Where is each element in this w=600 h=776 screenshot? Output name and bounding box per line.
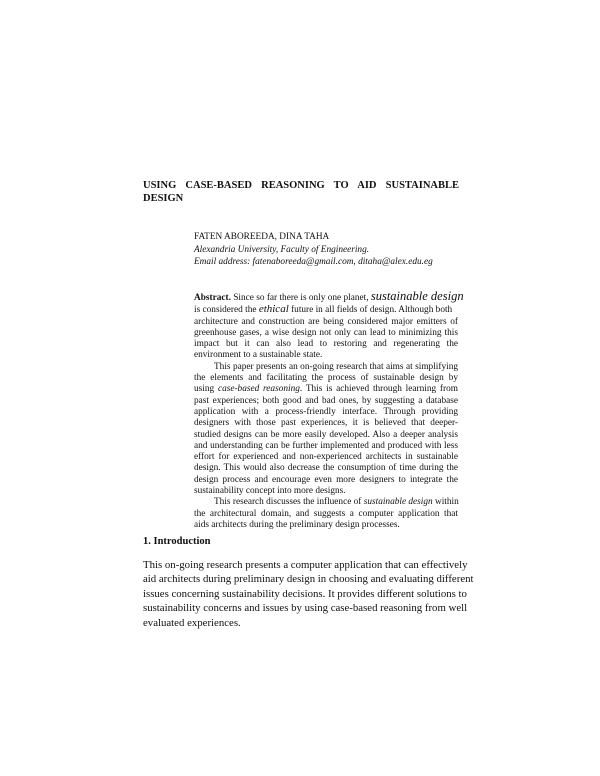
intro-line: sustainability concerns and issues by using case-based reasoning from well (143, 602, 468, 615)
introduction-text (143, 558, 474, 630)
abstract-line: This paper presents an on-going research that aims at simplifying (214, 361, 458, 372)
abstract-text: . This is achieved through learning from (299, 384, 458, 395)
abstract-line: aids architects during the preliminary design processes. (194, 519, 400, 530)
intro-line: evaluated experiences. (143, 616, 241, 629)
paper-title (143, 180, 459, 205)
abstract-line: the architectural domain, and suggests a computer application that (194, 508, 458, 519)
abstract-text: using (194, 384, 218, 395)
abstract-line: design process and encourage even more designers to integrate the (194, 474, 458, 485)
abstract-line: application with a process-friendly interface. Through providing (194, 406, 458, 417)
abstract (194, 289, 464, 531)
section-heading: 1. Introduction (143, 536, 211, 547)
intro-line: issues concerning sustainability decisions. It provides different solutions to (143, 587, 467, 600)
title-line: DESIGN (143, 192, 184, 204)
title-line: USING CASE-BASED REASONING TO AID SUSTAINABLE (143, 180, 459, 191)
abstract-line: sustainability concept into more designs. (194, 486, 346, 497)
abstract-emphasis: sustainable design (370, 289, 464, 303)
abstract-emphasis: ethical (258, 303, 289, 316)
abstract-text: This research discusses the influence of (214, 497, 364, 508)
abstract-line: design. This would also decrease the consumption of time during the (194, 463, 458, 474)
abstract-line: and understanding can be further implemented and produced with less (194, 440, 458, 451)
abstract-line: designers with those past experiences, it is believed that deeper- (194, 418, 458, 429)
abstract-line: environment to a sustainable state. (194, 350, 323, 361)
author-email: Email address: fatenaboreeda@gmail.com, ditaha@alex.edu.eg (194, 257, 433, 267)
abstract-label: Abstract. (194, 293, 231, 303)
intro-line: This on-going research presents a computer application that can effectively (143, 559, 468, 571)
author-affiliation: Alexandria University, Faculty of Engineering. (194, 244, 370, 255)
abstract-text: future in all fields of design. Although both (288, 305, 453, 316)
abstract-line: past experiences; both good and bad ones, by suggesting a database (194, 395, 458, 406)
abstract-line: architecture and construction are being considered major emitters of (194, 316, 458, 327)
abstract-line: studied designs can be more easily developed. Also a deeper analysis (194, 429, 458, 440)
abstract-text: within (432, 497, 459, 508)
intro-line: aid architects during preliminary design in choosing and evaluating different (143, 573, 474, 586)
author-block (194, 231, 433, 269)
author-names: FATEN ABOREEDA, DINA TAHA (194, 232, 330, 242)
abstract-emphasis: case-based reasoning (217, 384, 300, 395)
abstract-line: effort for experienced and non-experienced architects in sustainable (194, 452, 458, 463)
abstract-line: the elements and facilitating the process of sustainable design by (194, 373, 458, 384)
abstract-text: is considered the (194, 305, 259, 316)
abstract-line: greenhouse gases, a wise design not only can lead to minimizing this (194, 327, 458, 338)
abstract-text: Since so far there is only one planet, (230, 293, 371, 303)
abstract-emphasis: sustainable design (363, 497, 433, 508)
abstract-line: impact but it can also lead to restoring and regenerating the (194, 339, 458, 350)
